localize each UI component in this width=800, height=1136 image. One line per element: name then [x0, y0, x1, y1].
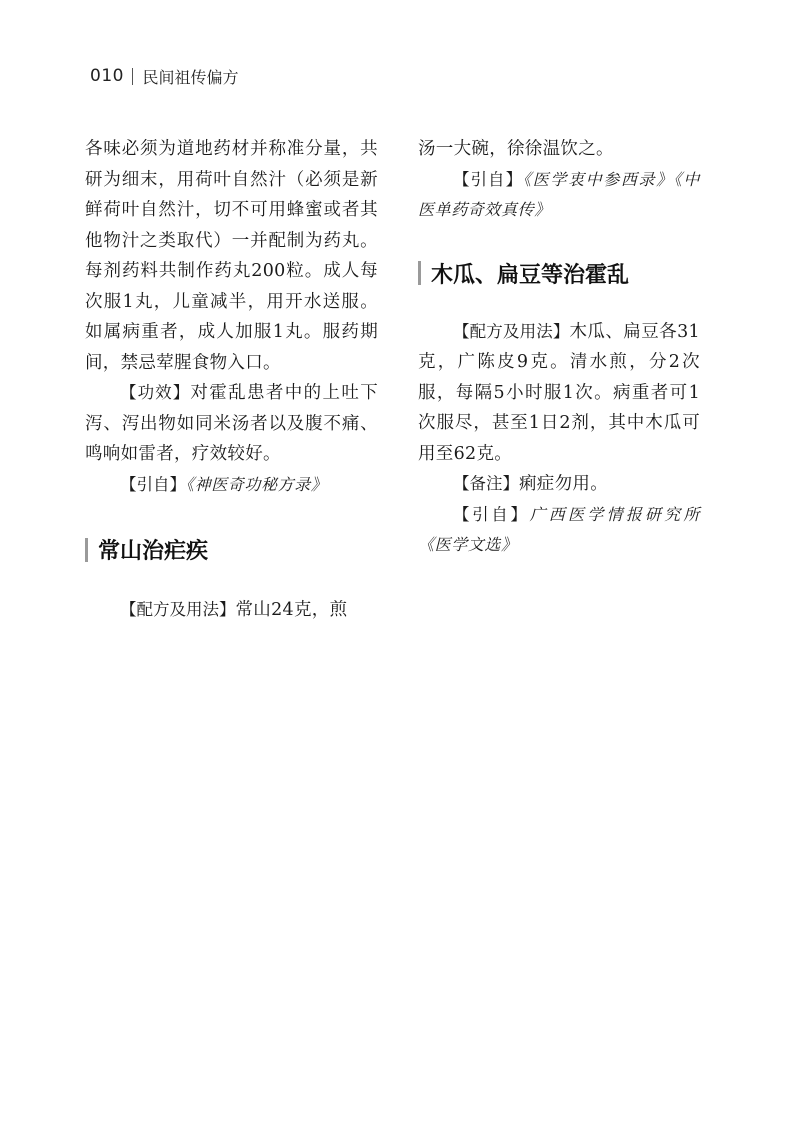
formula-text: 木瓜、扁豆各31克，广陈皮9克。清水煎，分2次服，每隔5小时服1次。病重者可1次服尽，甚至1日2剂，其中木瓜可用至62克。 [418, 321, 700, 464]
formula-continuation-paragraph: 各味必须为道地药材并称准分量，共研为细末，用荷叶自然汁（必须是新鲜荷叶自然汁，切不可用蜂蜜或者其他物汁之类取代）一并配制为药丸。每剂药料共制作药丸200粒。成人每次服1丸，儿童减半，用开水送服。如属病重者，成人加服1丸。服药期间，禁忌荤腥食物入口。 [85, 139, 378, 373]
citation-paragraph [85, 470, 378, 501]
page-number: 010 [90, 66, 124, 86]
section-title-changshan [85, 534, 378, 565]
book-title: 民间祖传偏方 [142, 67, 239, 87]
section-title-bar [85, 538, 88, 562]
citation-label: 【引自】 [120, 474, 186, 494]
effect-text: 对霍乱患者中的上吐下泻、泻出物如同米汤者以及腹不痛、鸣响如雷者，疗效较好。 [85, 383, 379, 464]
section-title-mugua [418, 258, 700, 289]
formula-paragraph [85, 595, 378, 626]
citation-paragraph [418, 165, 700, 226]
formula-paragraph [418, 317, 700, 470]
note-label: 【备注】 [453, 474, 519, 493]
citation-source: 广西医学情报研究所《医学文选》 [418, 504, 700, 554]
header-separator [132, 68, 134, 85]
citation-source: 《医学衷中参西录》《中医单药奇效真传》 [418, 169, 701, 219]
citation-label: 【引自】 [453, 504, 530, 524]
formula-text: 常山24克，煎 [235, 600, 348, 620]
note-text: 痢症勿用。 [519, 474, 608, 494]
citation-paragraph [418, 500, 700, 561]
effect-paragraph [85, 378, 378, 470]
page-header [90, 64, 238, 88]
section-title-bar [418, 261, 421, 285]
citation-label: 【引自】 [453, 169, 524, 189]
right-column [418, 134, 700, 561]
effect-label: 【功效】 [120, 383, 191, 402]
citation-source: 《神医奇功秘方录》 [186, 474, 328, 494]
formula-label: 【配方及用法】 [453, 321, 570, 341]
decoction-continuation-paragraph: 汤一大碗，徐徐温饮之。 [418, 139, 614, 159]
section-title-text: 木瓜、扁豆等治霍乱 [431, 262, 630, 288]
formula-label: 【配方及用法】 [120, 600, 236, 619]
left-column [85, 134, 378, 626]
note-paragraph [418, 469, 700, 500]
section-title-text: 常山治疟疾 [98, 539, 209, 564]
